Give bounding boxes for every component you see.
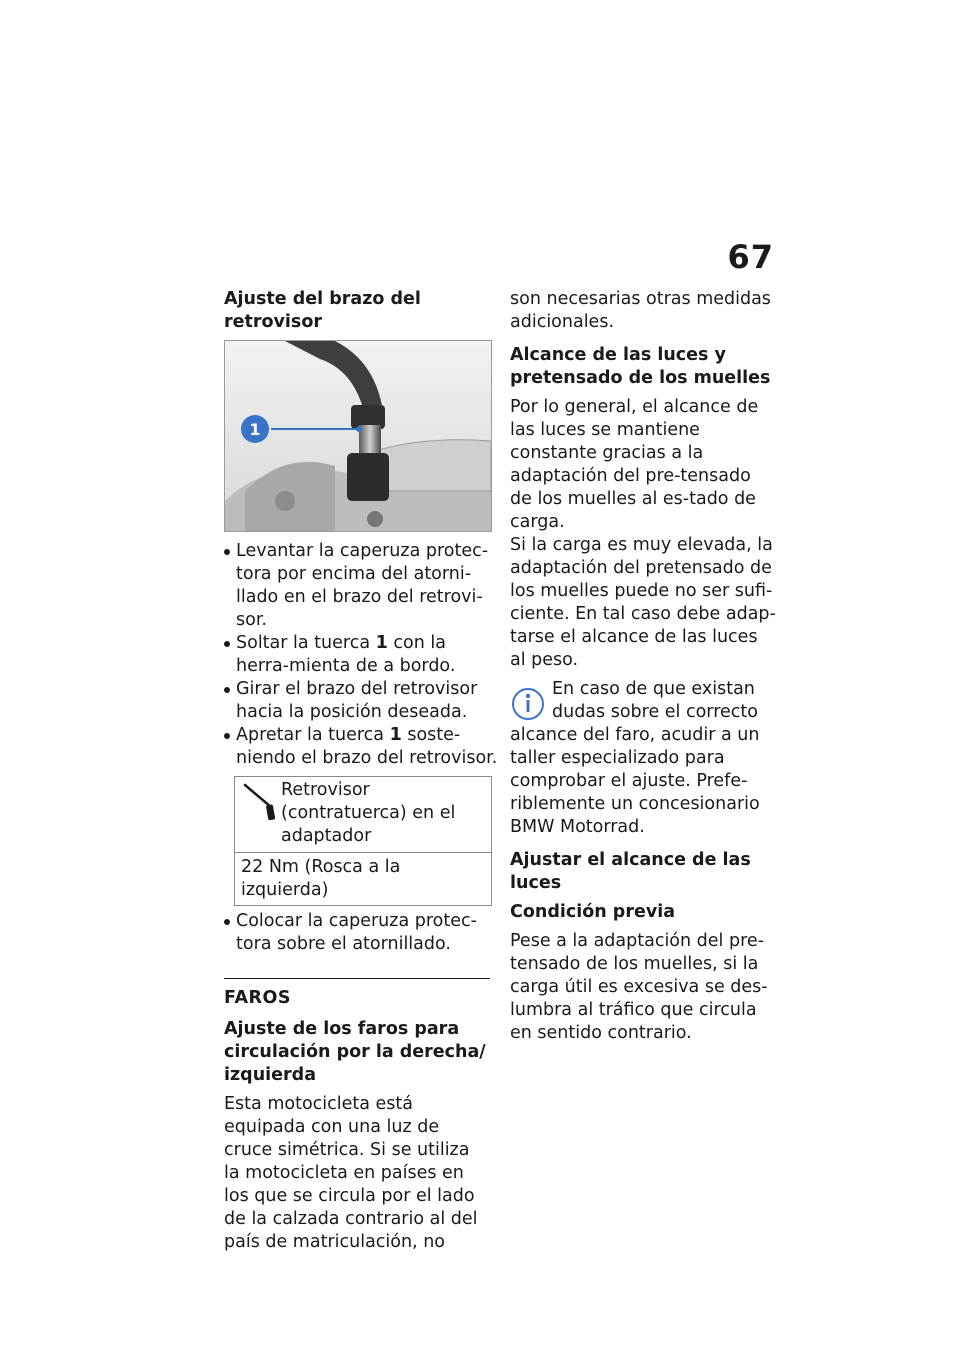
section-faros	[224, 978, 490, 1254]
heading-condition: Condición previa	[510, 902, 676, 922]
step-item: Levantar la caperuza protec-tora por encima del atorni-llado en el brazo del retrovi-sor.	[224, 540, 504, 632]
paragraph-condition: Pese a la adaptación del pre-tensado de los muelles, si la carga útil es excesiva se des-lumbra al tráfico que circula en sentido contrario.	[510, 931, 768, 1043]
info-rest: alcance del faro, acudir a un taller especializado para comprobar el ajuste. Prefe-riblemente un concesionario BMW Motorrad.	[510, 725, 760, 837]
step-item: Girar el brazo del retrovisor hacia la posición deseada.	[224, 678, 504, 724]
mirror-arm-photo	[224, 340, 492, 532]
info-note	[510, 678, 776, 839]
mirror-steps-list-end	[224, 910, 504, 956]
heading-mirror-arm: Ajuste del brazo del retrovisor	[224, 289, 421, 332]
mirror-steps-list	[224, 540, 504, 770]
paragraph-range-1: Por lo general, el alcance de las luces se mantiene constante gracias a la adaptación del pre-tensado de los muelles al es-tado de carga.	[510, 397, 759, 532]
info-icon	[510, 682, 546, 726]
step-item: Colocar la caperuza protec-tora sobre el atornillado.	[224, 910, 504, 956]
paragraph-range-2: Si la carga es muy elevada, la adaptación del pretensado de los muelles puede no ser sufi-ciente. En tal caso debe adap-tarse el alcance de las luces al peso.	[510, 535, 776, 670]
callout-1-label: 1	[249, 420, 261, 439]
torque-spec-box	[234, 776, 492, 906]
page-number: 67	[727, 238, 774, 276]
torque-spec-value: 22 Nm (Rosca a la izquierda)	[235, 852, 491, 905]
heading-light-range: Alcance de las luces y pretensado de los muelles	[510, 345, 771, 388]
paragraph-continuation: son necesarias otras medidas adicionales.	[510, 289, 771, 332]
right-column	[510, 288, 776, 1045]
torque-spec-label: Retrovisor (contratuerca) en el adaptador	[281, 780, 456, 846]
section-title: FAROS	[224, 988, 291, 1008]
step-item: Soltar la tuerca 1 con la herra-mienta de a bordo.	[224, 632, 504, 678]
paragraph-headlight: Esta motocicleta está equipada con una luz de cruce simétrica. Si se utiliza la motocicleta en países en los que se circula por el lado de la calzada contrario al del país de matriculación, no	[224, 1094, 478, 1252]
heading-headlight-adjust: Ajuste de los faros para circulación por la derecha/ izquierda	[224, 1019, 486, 1085]
step-item: Apretar la tuerca 1 soste-niendo el brazo del retrovisor.	[224, 724, 504, 770]
heading-adjust-range: Ajustar el alcance de las luces	[510, 850, 751, 893]
torque-wrench-icon	[241, 779, 277, 825]
info-lead: En caso de que existan dudas sobre el correcto	[552, 679, 758, 722]
left-column	[224, 288, 504, 1254]
